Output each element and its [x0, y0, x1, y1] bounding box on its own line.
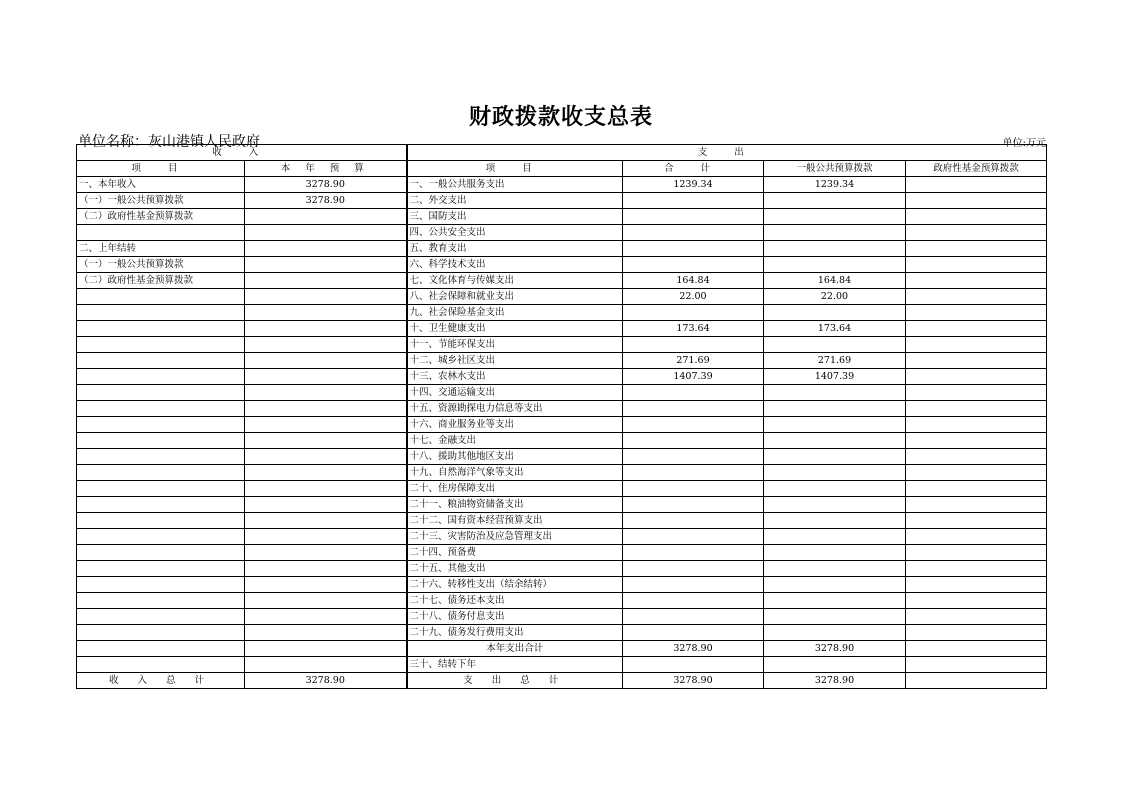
expense-total	[623, 529, 764, 545]
expense-total	[623, 497, 764, 513]
table-row	[77, 337, 1047, 353]
expense-total	[623, 593, 764, 609]
expense-fund	[906, 609, 1047, 625]
income-value	[245, 273, 407, 289]
income-value	[245, 449, 407, 465]
income-value	[245, 481, 407, 497]
subtotal-general: 3278.90	[764, 641, 906, 657]
table-row	[77, 577, 1047, 593]
income-item	[77, 337, 245, 353]
income-item: 一、本年收入	[77, 177, 245, 193]
income-value	[245, 401, 407, 417]
income-value	[245, 641, 407, 657]
subtotal-label: 本年支出合计	[407, 641, 623, 657]
table-row	[77, 401, 1047, 417]
income-value	[245, 609, 407, 625]
table-row	[77, 529, 1047, 545]
expense-item: 二十八、债务付息支出	[407, 609, 623, 625]
income-item	[77, 385, 245, 401]
expense-general: 271.69	[764, 353, 906, 369]
table-row	[77, 545, 1047, 561]
expense-general: 1407.39	[764, 369, 906, 385]
table-row	[77, 257, 1047, 273]
expense-general: 22.00	[764, 289, 906, 305]
table-row	[77, 289, 1047, 305]
income-value	[245, 513, 407, 529]
income-value	[245, 417, 407, 433]
income-total-label: 收 入 总 计	[77, 673, 245, 689]
income-value	[245, 657, 407, 673]
expense-general	[764, 433, 906, 449]
expense-fund	[906, 401, 1047, 417]
income-value	[245, 433, 407, 449]
expense-fund	[906, 625, 1047, 641]
income-item	[77, 641, 245, 657]
income-value	[245, 305, 407, 321]
income-value	[245, 465, 407, 481]
table-row	[77, 497, 1047, 513]
expense-item: 十六、商业服务业等支出	[407, 417, 623, 433]
expense-total	[623, 241, 764, 257]
income-item	[77, 433, 245, 449]
header-row-section	[77, 145, 1047, 161]
expense-general	[764, 529, 906, 545]
expense-fund	[906, 257, 1047, 273]
income-item	[77, 321, 245, 337]
expense-item: 十九、自然海洋气象等支出	[407, 465, 623, 481]
col-income-item: 项 目	[77, 161, 245, 177]
income-item: （一）一般公共预算拨款	[77, 193, 245, 209]
carry-fund	[906, 657, 1047, 673]
expense-general	[764, 513, 906, 529]
table-row	[77, 305, 1047, 321]
expense-total	[623, 609, 764, 625]
income-value	[245, 561, 407, 577]
col-expense-item: 项 目	[407, 161, 623, 177]
income-value	[245, 289, 407, 305]
expense-item: 十八、援助其他地区支出	[407, 449, 623, 465]
table-row	[77, 433, 1047, 449]
expense-item: 十一、节能环保支出	[407, 337, 623, 353]
table-row	[77, 465, 1047, 481]
subtotal-fund	[906, 641, 1047, 657]
table-row	[77, 177, 1047, 193]
expense-general	[764, 337, 906, 353]
expense-total	[623, 625, 764, 641]
income-value	[245, 385, 407, 401]
income-value	[245, 625, 407, 641]
expense-general	[764, 593, 906, 609]
expense-header: 支 出	[407, 145, 1047, 161]
income-value	[245, 353, 407, 369]
income-value	[245, 577, 407, 593]
expense-total	[623, 225, 764, 241]
expense-fund	[906, 321, 1047, 337]
expense-item: 二十六、转移性支出（结余结转）	[407, 577, 623, 593]
income-item	[77, 545, 245, 561]
page-title: 财政拨款收支总表	[468, 105, 653, 130]
col-income-budget: 本 年 预 算	[245, 161, 407, 177]
income-value	[245, 545, 407, 561]
expense-total	[623, 209, 764, 225]
expense-item: 二十九、债务发行费用支出	[407, 625, 623, 641]
expense-item: 二十、住房保障支出	[407, 481, 623, 497]
income-value: 3278.90	[245, 177, 407, 193]
expense-general	[764, 481, 906, 497]
table-row	[77, 353, 1047, 369]
expense-item: 二十二、国有资本经营预算支出	[407, 513, 623, 529]
expense-total	[623, 417, 764, 433]
carry-general	[764, 657, 906, 673]
income-item	[77, 289, 245, 305]
income-item	[77, 465, 245, 481]
income-item: （一）一般公共预算拨款	[77, 257, 245, 273]
expense-fund	[906, 209, 1047, 225]
income-header: 收 入	[77, 145, 407, 161]
table-row	[77, 193, 1047, 209]
col-fund: 政府性基金预算拨款	[906, 161, 1047, 177]
expense-item: 十三、农林水支出	[407, 369, 623, 385]
expense-total	[623, 385, 764, 401]
income-item	[77, 401, 245, 417]
income-item	[77, 449, 245, 465]
income-item	[77, 529, 245, 545]
income-value	[245, 529, 407, 545]
income-item	[77, 369, 245, 385]
expense-general	[764, 609, 906, 625]
expense-item: 十五、资源勘探电力信息等支出	[407, 401, 623, 417]
expense-general	[764, 401, 906, 417]
carry-total	[623, 657, 764, 673]
expense-fund	[906, 433, 1047, 449]
expense-total	[623, 577, 764, 593]
expense-total	[623, 545, 764, 561]
expense-general	[764, 241, 906, 257]
grand-fund	[906, 673, 1047, 689]
expense-fund	[906, 385, 1047, 401]
expense-item: 二、外交支出	[407, 193, 623, 209]
expense-item: 八、社会保障和就业支出	[407, 289, 623, 305]
expense-total	[623, 449, 764, 465]
expense-total: 22.00	[623, 289, 764, 305]
income-value	[245, 209, 407, 225]
expense-fund	[906, 337, 1047, 353]
income-item	[77, 225, 245, 241]
expense-total: 173.64	[623, 321, 764, 337]
expense-fund	[906, 481, 1047, 497]
income-item	[77, 481, 245, 497]
expense-item: 二十七、债务还本支出	[407, 593, 623, 609]
expense-total	[623, 193, 764, 209]
table-row	[77, 209, 1047, 225]
expense-fund	[906, 241, 1047, 257]
income-item: 二、上年结转	[77, 241, 245, 257]
expense-fund	[906, 497, 1047, 513]
income-item	[77, 497, 245, 513]
expense-fund	[906, 465, 1047, 481]
expense-item: 十七、金融支出	[407, 433, 623, 449]
expense-fund	[906, 417, 1047, 433]
expense-total: 1239.34	[623, 177, 764, 193]
income-value	[245, 241, 407, 257]
grand-total-row	[77, 673, 1047, 689]
expense-total: 271.69	[623, 353, 764, 369]
income-value	[245, 593, 407, 609]
expense-fund	[906, 225, 1047, 241]
income-item	[77, 513, 245, 529]
expense-general: 164.84	[764, 273, 906, 289]
expense-fund	[906, 561, 1047, 577]
expense-general	[764, 497, 906, 513]
expense-total	[623, 305, 764, 321]
income-item: （二）政府性基金预算拨款	[77, 209, 245, 225]
income-item	[77, 577, 245, 593]
unit-label: 单位:万元	[1002, 138, 1046, 149]
expense-general	[764, 545, 906, 561]
table-row	[77, 385, 1047, 401]
expense-total: 1407.39	[623, 369, 764, 385]
expense-total	[623, 337, 764, 353]
table-row	[77, 593, 1047, 609]
table-row	[77, 321, 1047, 337]
expense-fund	[906, 545, 1047, 561]
expense-item: 六、科学技术支出	[407, 257, 623, 273]
expense-general	[764, 625, 906, 641]
expense-fund	[906, 513, 1047, 529]
expense-general	[764, 577, 906, 593]
expense-item: 四、公共安全支出	[407, 225, 623, 241]
expense-total	[623, 481, 764, 497]
expense-item: 二十五、其他支出	[407, 561, 623, 577]
expense-item: 一、一般公共服务支出	[407, 177, 623, 193]
table-row	[77, 417, 1047, 433]
expense-general	[764, 417, 906, 433]
income-total-value: 3278.90	[245, 673, 407, 689]
grand-total: 3278.90	[623, 673, 764, 689]
income-value	[245, 225, 407, 241]
income-item	[77, 417, 245, 433]
expense-general: 173.64	[764, 321, 906, 337]
unit-name: 单位名称：灰山港镇人民政府	[78, 134, 260, 150]
budget-table	[76, 144, 1047, 689]
expense-fund	[906, 273, 1047, 289]
expense-general: 1239.34	[764, 177, 906, 193]
expense-total-label: 支 出 总 计	[407, 673, 623, 689]
table-row	[77, 369, 1047, 385]
expense-fund	[906, 369, 1047, 385]
expense-fund	[906, 577, 1047, 593]
income-value	[245, 321, 407, 337]
expense-general	[764, 305, 906, 321]
table-row	[77, 561, 1047, 577]
expense-fund	[906, 305, 1047, 321]
expense-fund	[906, 289, 1047, 305]
income-item	[77, 353, 245, 369]
expense-item: 二十一、粮油物资储备支出	[407, 497, 623, 513]
expense-general	[764, 561, 906, 577]
expense-item: 三、国防支出	[407, 209, 623, 225]
income-value: 3278.90	[245, 193, 407, 209]
grand-general: 3278.90	[764, 673, 906, 689]
expense-total	[623, 561, 764, 577]
expense-total	[623, 257, 764, 273]
expense-item: 十二、城乡社区支出	[407, 353, 623, 369]
income-item	[77, 305, 245, 321]
income-item	[77, 657, 245, 673]
subtotal-row	[77, 641, 1047, 657]
subtotal-total: 3278.90	[623, 641, 764, 657]
expense-general	[764, 209, 906, 225]
col-general: 一般公共预算拨款	[764, 161, 906, 177]
income-item	[77, 609, 245, 625]
table-row	[77, 609, 1047, 625]
expense-total	[623, 513, 764, 529]
expense-item: 十四、交通运输支出	[407, 385, 623, 401]
expense-fund	[906, 449, 1047, 465]
income-value	[245, 497, 407, 513]
income-item: （二）政府性基金预算拨款	[77, 273, 245, 289]
expense-total	[623, 401, 764, 417]
col-total: 合 计	[623, 161, 764, 177]
table-row	[77, 481, 1047, 497]
table-row	[77, 513, 1047, 529]
expense-item: 二十三、灾害防治及应急管理支出	[407, 529, 623, 545]
expense-general	[764, 193, 906, 209]
expense-general	[764, 385, 906, 401]
expense-general	[764, 225, 906, 241]
table-row	[77, 241, 1047, 257]
expense-item: 十、卫生健康支出	[407, 321, 623, 337]
income-value	[245, 257, 407, 273]
income-item	[77, 561, 245, 577]
table-row	[77, 225, 1047, 241]
income-value	[245, 337, 407, 353]
table-row	[77, 273, 1047, 289]
carry-label: 三十、结转下年	[407, 657, 623, 673]
carry-row	[77, 657, 1047, 673]
expense-total	[623, 465, 764, 481]
expense-total: 164.84	[623, 273, 764, 289]
income-item	[77, 625, 245, 641]
income-item	[77, 593, 245, 609]
expense-fund	[906, 529, 1047, 545]
table-row	[77, 449, 1047, 465]
expense-general	[764, 449, 906, 465]
expense-fund	[906, 353, 1047, 369]
expense-item: 五、教育支出	[407, 241, 623, 257]
expense-general	[764, 257, 906, 273]
income-value	[245, 369, 407, 385]
header-row-columns	[77, 161, 1047, 177]
table-row	[77, 625, 1047, 641]
expense-fund	[906, 593, 1047, 609]
expense-general	[764, 465, 906, 481]
expense-fund	[906, 193, 1047, 209]
expense-item: 九、社会保险基金支出	[407, 305, 623, 321]
expense-fund	[906, 177, 1047, 193]
expense-item: 二十四、预备费	[407, 545, 623, 561]
expense-item: 七、文化体育与传媒支出	[407, 273, 623, 289]
expense-total	[623, 433, 764, 449]
